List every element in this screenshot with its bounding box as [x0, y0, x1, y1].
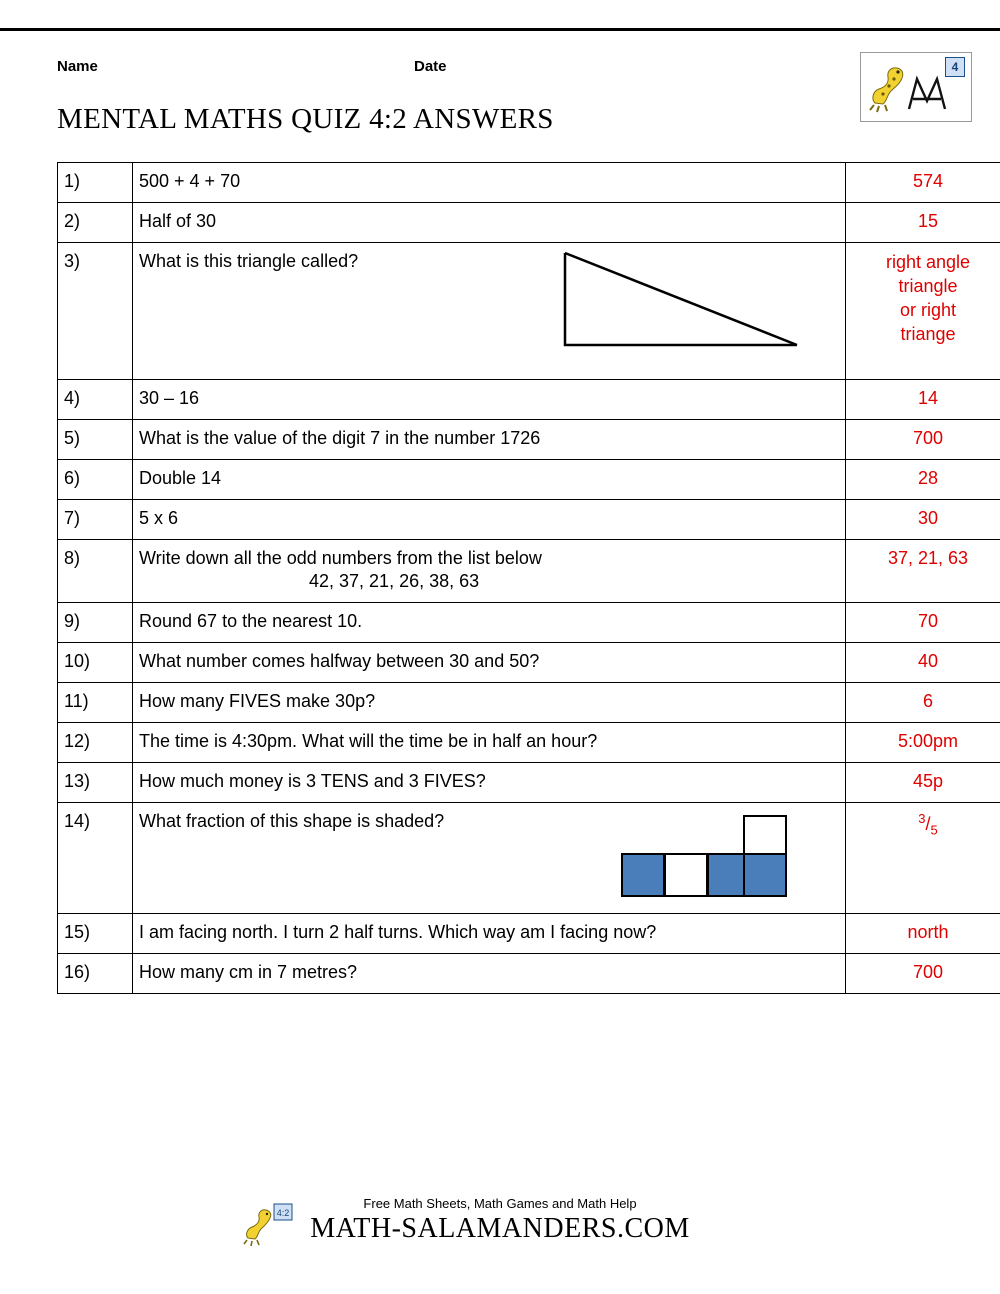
math-salamanders-logo	[860, 52, 972, 122]
row-question	[133, 914, 846, 954]
row-answer	[846, 243, 1000, 380]
answer-line: triange	[900, 323, 956, 344]
answer-line: triangle	[898, 275, 958, 296]
table-row	[58, 723, 1000, 763]
question-text: Half of 30	[139, 211, 217, 231]
table-row	[58, 803, 1000, 914]
question-subtext: 42, 37, 21, 26, 38, 63	[309, 571, 480, 591]
row-question	[133, 803, 846, 914]
question-text: How many FIVES make 30p?	[139, 691, 376, 711]
row-answer: 574	[846, 163, 1000, 203]
table-row	[58, 643, 1000, 683]
question-text: 30 – 16	[139, 388, 200, 408]
row-question	[133, 763, 846, 803]
row-number: 6)	[58, 460, 133, 500]
table-row	[58, 603, 1000, 643]
row-answer: 40	[846, 643, 1000, 683]
row-answer: 70	[846, 603, 1000, 643]
row-question	[133, 460, 846, 500]
table-row	[58, 763, 1000, 803]
row-number: 3)	[58, 243, 133, 380]
answer-line: right angle	[885, 252, 971, 272]
footer-brand: MATH-SALAMANDERS.COM	[310, 1213, 690, 1244]
row-answer: 15	[846, 203, 1000, 243]
row-question	[133, 683, 846, 723]
question-text: What number comes halfway between 30 and 50?	[139, 651, 540, 671]
row-number: 2)	[58, 203, 133, 243]
row-number: 1)	[58, 163, 133, 203]
row-answer	[846, 803, 1000, 914]
row-answer: 5:00pm	[846, 723, 1000, 763]
fraction-answer: $^3/_5$	[918, 811, 938, 838]
row-number: 12)	[58, 723, 133, 763]
question-text: I am facing north. I turn 2 half turns. Which way am I facing now?	[139, 922, 657, 942]
answer-lines	[852, 251, 1000, 347]
shape-cell-shaded	[621, 853, 665, 897]
question-text: How much money is 3 TENS and 3 FIVES?	[139, 771, 486, 791]
right-triangle-figure	[557, 245, 805, 357]
worksheet-header	[57, 58, 943, 84]
row-question	[133, 420, 846, 460]
table-row	[58, 203, 1000, 243]
fraction-numerator: 3	[918, 811, 926, 826]
answer-line: or right	[899, 299, 957, 320]
table-row	[58, 380, 1000, 420]
row-question	[133, 643, 846, 683]
question-text: What fraction of this shape is shaded?	[139, 811, 445, 831]
row-answer: 30	[846, 500, 1000, 540]
row-answer: 700	[846, 420, 1000, 460]
quiz-table	[57, 162, 1000, 994]
row-number: 8)	[58, 540, 133, 603]
row-answer: 28	[846, 460, 1000, 500]
question-text: What is the value of the digit 7 in the number 1726	[139, 428, 541, 448]
row-number: 13)	[58, 763, 133, 803]
footer-tagline: Free Math Sheets, Math Games and Math Help	[363, 1196, 637, 1211]
row-question	[133, 723, 846, 763]
row-question	[133, 540, 846, 603]
top-divider	[0, 28, 1000, 31]
row-number: 9)	[58, 603, 133, 643]
shape-cell-white	[664, 853, 708, 897]
row-number: 7)	[58, 500, 133, 540]
table-row	[58, 243, 1000, 380]
row-question	[133, 603, 846, 643]
table-row	[58, 540, 1000, 603]
question-text: What is this triangle called?	[139, 251, 359, 271]
footer	[0, 1196, 1000, 1245]
shaded-shape-figure	[621, 815, 797, 897]
row-question	[133, 380, 846, 420]
row-number: 16)	[58, 954, 133, 994]
page-title: MENTAL MATHS QUIZ 4:2 ANSWERS	[57, 103, 554, 135]
row-question	[133, 500, 846, 540]
row-answer: north	[846, 914, 1000, 954]
question-text: How many cm in 7 metres?	[139, 962, 358, 982]
date-label: Date	[414, 58, 447, 75]
row-number: 11)	[58, 683, 133, 723]
question-text: Write down all the odd numbers from the list below	[139, 548, 542, 568]
row-number: 4)	[58, 380, 133, 420]
row-question	[133, 243, 846, 380]
row-number: 15)	[58, 914, 133, 954]
row-answer: 700	[846, 954, 1000, 994]
row-answer: 37, 21, 63	[846, 540, 1000, 603]
row-number: 10)	[58, 643, 133, 683]
row-answer: 6	[846, 683, 1000, 723]
row-question	[133, 163, 846, 203]
table-row	[58, 914, 1000, 954]
question-text: 500 + 4 + 70	[139, 171, 241, 191]
question-text: 5 x 6	[139, 508, 179, 528]
shape-cell-white	[743, 815, 787, 855]
name-label: Name	[57, 58, 98, 75]
table-row	[58, 954, 1000, 994]
row-question	[133, 954, 846, 994]
fraction-denominator: 5	[930, 822, 938, 838]
question-text: The time is 4:30pm. What will the time be in half an hour?	[139, 731, 598, 751]
row-question	[133, 203, 846, 243]
salamander-logo-icon	[238, 1198, 308, 1254]
table-row	[58, 460, 1000, 500]
row-number: 5)	[58, 420, 133, 460]
row-number: 14)	[58, 803, 133, 914]
shape-cell-shaded	[743, 853, 787, 897]
table-row	[58, 500, 1000, 540]
row-answer: 45p	[846, 763, 1000, 803]
svg-text:4:2: 4:2	[276, 1208, 290, 1218]
question-text: Double 14	[139, 468, 222, 488]
row-answer: 14	[846, 380, 1000, 420]
question-text: Round 67 to the nearest 10.	[139, 611, 363, 631]
grade-badge: 4	[945, 57, 965, 77]
table-row	[58, 420, 1000, 460]
table-row	[58, 683, 1000, 723]
table-row	[58, 163, 1000, 203]
